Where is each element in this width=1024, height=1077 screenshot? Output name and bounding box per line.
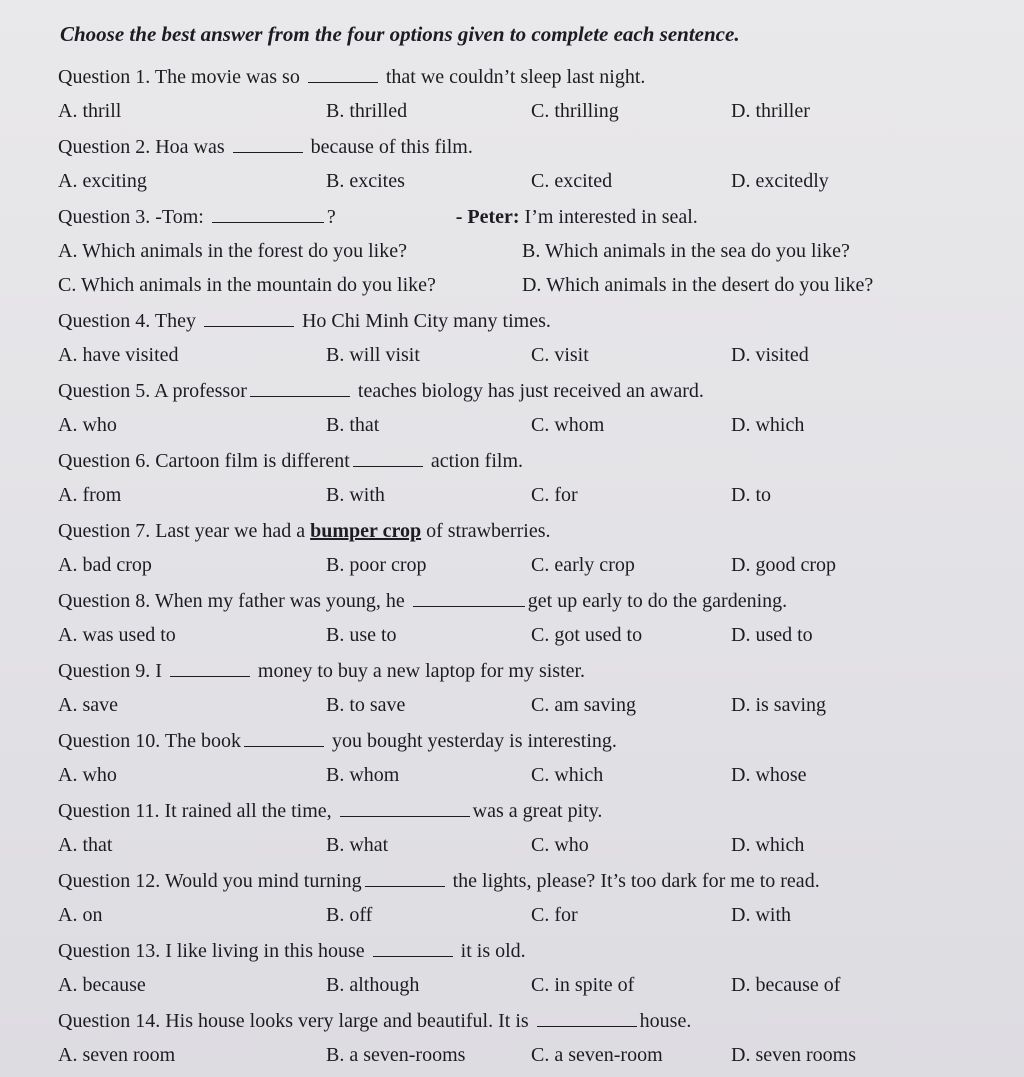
option-c: C. thrilling	[531, 100, 619, 122]
question-prefix: Question 11. It rained all the time,	[58, 800, 332, 822]
option-a: A. who	[58, 764, 117, 786]
answer-blank	[365, 868, 445, 887]
options-row	[58, 758, 984, 792]
question-suffix: I’m interested in seal.	[524, 206, 698, 228]
question-suffix: was a great pity.	[472, 800, 603, 822]
question-text	[58, 60, 984, 94]
options-row	[58, 164, 984, 198]
options-row	[58, 1038, 984, 1072]
option-c: C. a seven-room	[531, 1044, 663, 1066]
question-text	[58, 130, 984, 164]
question-7	[58, 514, 984, 582]
question-text	[58, 304, 984, 338]
answer-blank	[340, 798, 470, 817]
question-suffix: you bought yesterday is interesting.	[331, 730, 617, 752]
question-suffix: the lights, please? It’s too dark for me to read.	[452, 870, 820, 892]
option-b: B. whom	[326, 764, 400, 786]
question-suffix: money to buy a new laptop for my sister.	[257, 660, 586, 682]
option-d: D. excitedly	[731, 170, 829, 192]
options-row	[58, 688, 984, 722]
question-suffix: Ho Chi Minh City many times.	[301, 310, 551, 332]
answer-blank	[250, 378, 350, 397]
question-suffix: house.	[639, 1010, 692, 1032]
option-b: B. excites	[326, 170, 405, 192]
question-14	[58, 1004, 984, 1072]
answer-blank	[170, 658, 250, 677]
underlined-phrase: bumper crop	[310, 520, 422, 542]
option-d: D. because of	[731, 974, 841, 996]
option-a: A. from	[58, 484, 122, 506]
answer-blank	[373, 938, 453, 957]
answer-blank	[537, 1008, 637, 1027]
option-a: A. that	[58, 834, 113, 856]
option-c: C. who	[531, 834, 589, 856]
options-row	[58, 268, 984, 302]
option-a: A. save	[58, 694, 118, 716]
question-11	[58, 794, 984, 862]
question-prefix: Question 4. They	[58, 310, 196, 332]
question-suffix: of strawberries.	[426, 520, 551, 542]
question-suffix: because of this film.	[310, 136, 473, 158]
option-a: A. seven room	[58, 1044, 176, 1066]
option-a: A. have visited	[58, 344, 179, 366]
answer-blank	[308, 64, 378, 83]
question-suffix: get up early to do the gardening.	[527, 590, 788, 612]
question-5	[58, 374, 984, 442]
options-row	[58, 234, 984, 268]
option-a: A. because	[58, 974, 146, 996]
question-prefix: Question 1. The movie was so	[58, 66, 300, 88]
question-prefix: Question 10. The book	[58, 730, 241, 752]
option-c: C. early crop	[531, 554, 635, 576]
question-prefix: Question 3. -Tom:	[58, 206, 204, 228]
option-d: D. thriller	[731, 100, 810, 122]
option-c: C. in spite of	[531, 974, 635, 996]
question-text	[58, 200, 984, 234]
question-text	[58, 724, 984, 758]
question-text	[58, 374, 984, 408]
instruction-heading: Choose the best answer from the four options given to complete each sentence.	[60, 22, 740, 46]
option-a: A. thrill	[58, 100, 122, 122]
option-a: A. who	[58, 414, 117, 436]
option-d: D. Which animals in the desert do you like?	[521, 274, 874, 296]
question-text	[58, 934, 984, 968]
answer-blank	[233, 134, 303, 153]
option-b: B. although	[326, 974, 420, 996]
option-c: C. visit	[531, 344, 589, 366]
option-d: D. which	[731, 834, 805, 856]
options-row	[58, 828, 984, 862]
option-d: D. whose	[731, 764, 807, 786]
question-prefix: Question 8. When my father was young, he	[58, 590, 405, 612]
option-d: D. good crop	[731, 554, 836, 576]
question-suffix: that we couldn’t sleep last night.	[385, 66, 646, 88]
question-prefix: Question 2. Hoa was	[58, 136, 225, 158]
option-a: A. was used to	[58, 624, 176, 646]
question-10	[58, 724, 984, 792]
option-b: B. use to	[326, 624, 397, 646]
question-13	[58, 934, 984, 1002]
options-row	[58, 338, 984, 372]
answer-blank	[413, 588, 525, 607]
option-d: D. which	[731, 414, 805, 436]
option-d: D. is saving	[731, 694, 826, 716]
question-text	[58, 514, 984, 548]
question-6	[58, 444, 984, 512]
question-prefix: Question 12. Would you mind turning	[58, 870, 362, 892]
option-b: B. poor crop	[326, 554, 427, 576]
option-c: C. excited	[531, 170, 613, 192]
option-d: D. used to	[731, 624, 813, 646]
question-1	[58, 60, 984, 128]
option-b: B. off	[326, 904, 373, 926]
question-mark: ?	[326, 206, 336, 228]
option-a: A. Which animals in the forest do you like?	[58, 240, 407, 262]
option-c: C. for	[531, 904, 578, 926]
question-prefix: Question 6. Cartoon film is different	[58, 450, 350, 472]
option-c: C. got used to	[531, 624, 643, 646]
option-a: A. on	[58, 904, 103, 926]
answer-blank	[212, 204, 324, 223]
question-prefix: Question 13. I like living in this house	[58, 940, 365, 962]
options-row	[58, 898, 984, 932]
option-c: C. Which animals in the mountain do you like?	[58, 274, 436, 296]
option-d: D. to	[731, 484, 771, 506]
option-b: B. Which animals in the sea do you like?	[521, 240, 850, 262]
answer-blank	[204, 308, 294, 327]
question-8	[58, 584, 984, 652]
option-b: B. with	[326, 484, 385, 506]
question-9	[58, 654, 984, 722]
question-text	[58, 444, 984, 478]
question-text	[58, 654, 984, 688]
option-b: B. that	[326, 414, 380, 436]
option-d: D. seven rooms	[731, 1044, 856, 1066]
question-4	[58, 304, 984, 372]
option-c: C. whom	[531, 414, 605, 436]
question-suffix: it is old.	[460, 940, 526, 962]
option-a: A. bad crop	[58, 554, 152, 576]
options-row	[58, 618, 984, 652]
options-row	[58, 548, 984, 582]
question-prefix: Question 9. I	[58, 660, 162, 682]
question-suffix: action film.	[430, 450, 524, 472]
question-text	[58, 794, 984, 828]
option-c: C. for	[531, 484, 578, 506]
answer-blank	[353, 448, 423, 467]
question-prefix: Question 14. His house looks very large and beautiful. It is	[58, 1010, 529, 1032]
question-prefix: Question 5. A professor	[58, 380, 247, 402]
question-2	[58, 130, 984, 198]
speaker-label: - Peter:	[455, 206, 520, 228]
question-12	[58, 864, 984, 932]
option-c: C. am saving	[531, 694, 636, 716]
question-text	[58, 1004, 984, 1038]
question-text	[58, 584, 984, 618]
option-b: B. a seven-rooms	[326, 1044, 466, 1066]
options-row	[58, 478, 984, 512]
option-a: A. exciting	[58, 170, 147, 192]
answer-blank	[244, 728, 324, 747]
option-d: D. visited	[731, 344, 809, 366]
options-row	[58, 408, 984, 442]
question-prefix: Question 7. Last year we had a	[58, 520, 306, 542]
options-row	[58, 968, 984, 1002]
options-row	[58, 94, 984, 128]
question-3	[58, 200, 984, 302]
option-d: D. with	[731, 904, 791, 926]
question-suffix: teaches biology has just received an award.	[357, 380, 704, 402]
question-text	[58, 864, 984, 898]
option-b: B. will visit	[326, 344, 420, 366]
option-b: B. thrilled	[326, 100, 408, 122]
option-b: B. to save	[326, 694, 406, 716]
option-b: B. what	[326, 834, 389, 856]
option-c: C. which	[531, 764, 604, 786]
